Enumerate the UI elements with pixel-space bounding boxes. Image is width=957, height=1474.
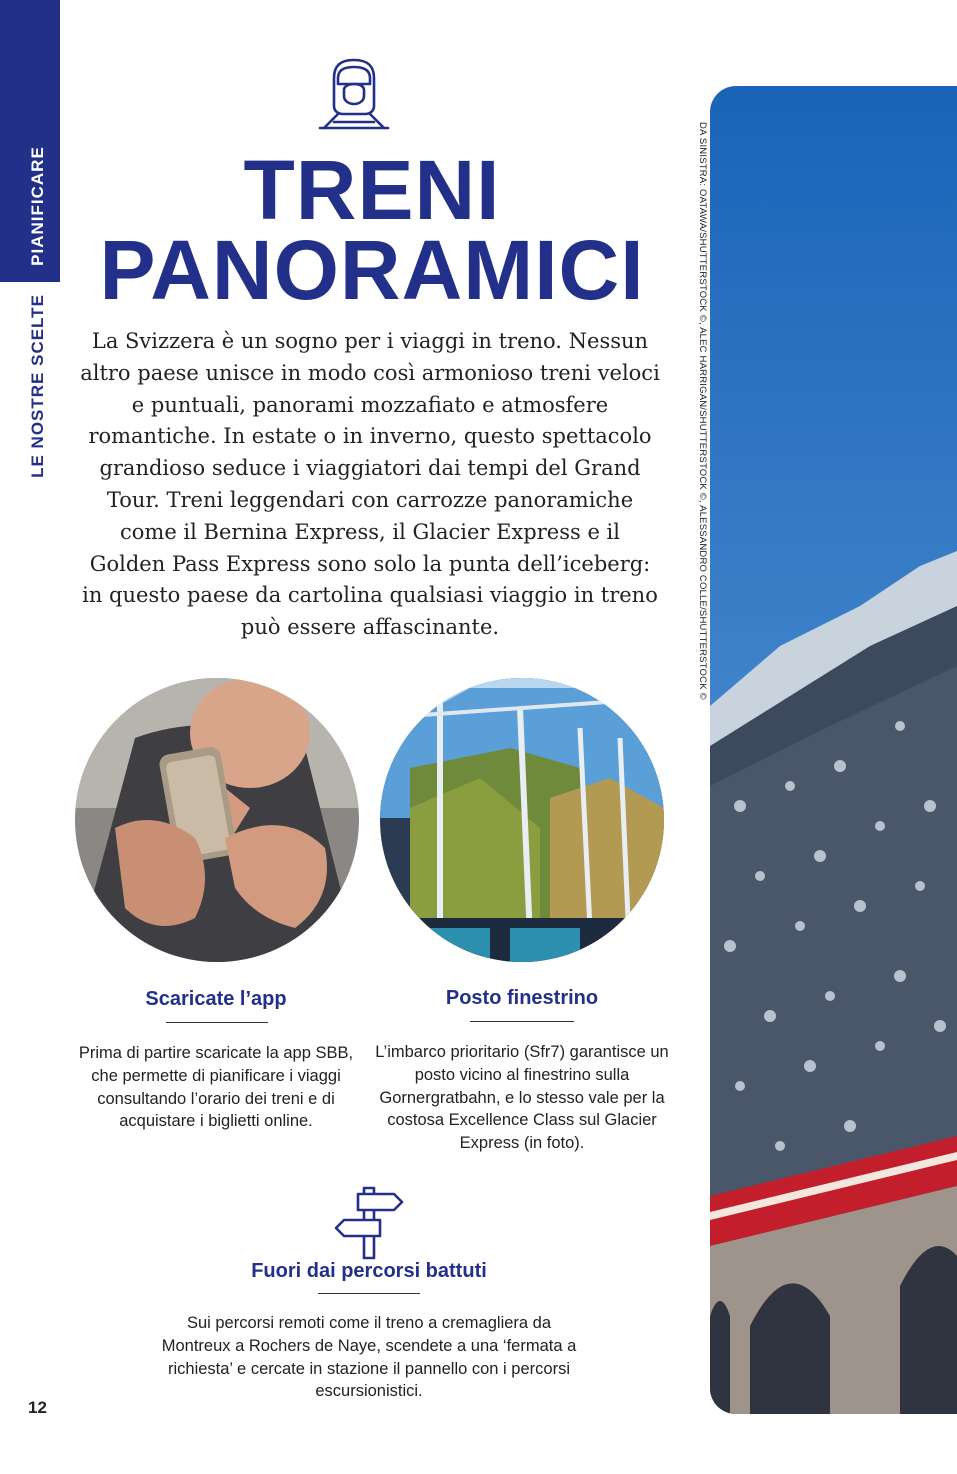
train-icon — [316, 56, 392, 132]
page-title-line-1: TRENI — [243, 143, 501, 237]
page-title-line-2: PANORAMICI — [99, 223, 645, 317]
tip-text-window: L’imbarco prioritario (Sfr7) garantisce un posto vicino al finestrino sulla Gornergratbahn, e lo stesso vale per la costosa Excellence Class sul Glacier Express (in foto). — [375, 1043, 669, 1153]
tip-title-off-path: Fuori dai percorsi battuti — [251, 1260, 487, 1282]
tip-divider — [470, 1021, 574, 1022]
signpost-icon — [332, 1184, 406, 1260]
panoramic-carriage-photo — [380, 678, 664, 962]
intro-paragraph: La Svizzera è un sogno per i viaggi in treno. Nessun altro paese unisce in modo così armonioso treni veloci e puntuali, panorami mozzafiato e atmosfere romantiche. In estate o in inverno, questo spettacolo grandioso seduce i viaggiatori dai tempi del Grand Tour. Treni leggendari con carrozze panoramiche come il Bernina Express, il Glacier Express e il Golden Pass Express sono solo la punta dell’iceberg: in questo paese da cartolina qualsiasi viaggio in treno può essere affascinante. — [80, 329, 660, 640]
photo-credit: DA SINISTRA: OATAWA/SHUTTERSTOCK ©, ALEC HARRIGAN/SHUTTERSTOCK ©, ALESSANDRO COLLE/SHUTTERSTOCK © — [697, 122, 708, 700]
tip-divider — [166, 1022, 268, 1023]
viaduct-train-photo — [710, 86, 957, 1414]
tip-divider — [318, 1293, 420, 1294]
tip-title-window: Posto finestrino — [445, 987, 599, 1009]
tip-text-app: Prima di partire scaricate la app SBB, che permette di pianificare i viaggi consultando l’orario dei treni e di acquistare i biglietti online. — [78, 1044, 354, 1131]
tip-text-off-path: Sui percorsi remoti come il treno a cremagliera da Montreux a Rochers de Naye, scendete a una ‘fermata a richiesta’ e cercate in stazione il pannello con i percorsi escursionistici. — [161, 1314, 577, 1401]
subsection-label: LE NOSTRE SCELTE — [28, 294, 47, 478]
tip-title-app: Scaricate l’app — [145, 988, 287, 1010]
section-tab — [0, 0, 60, 282]
section-label: PIANIFICARE — [28, 146, 47, 266]
page-number: 12 — [28, 1398, 47, 1417]
phone-photo — [75, 678, 359, 962]
